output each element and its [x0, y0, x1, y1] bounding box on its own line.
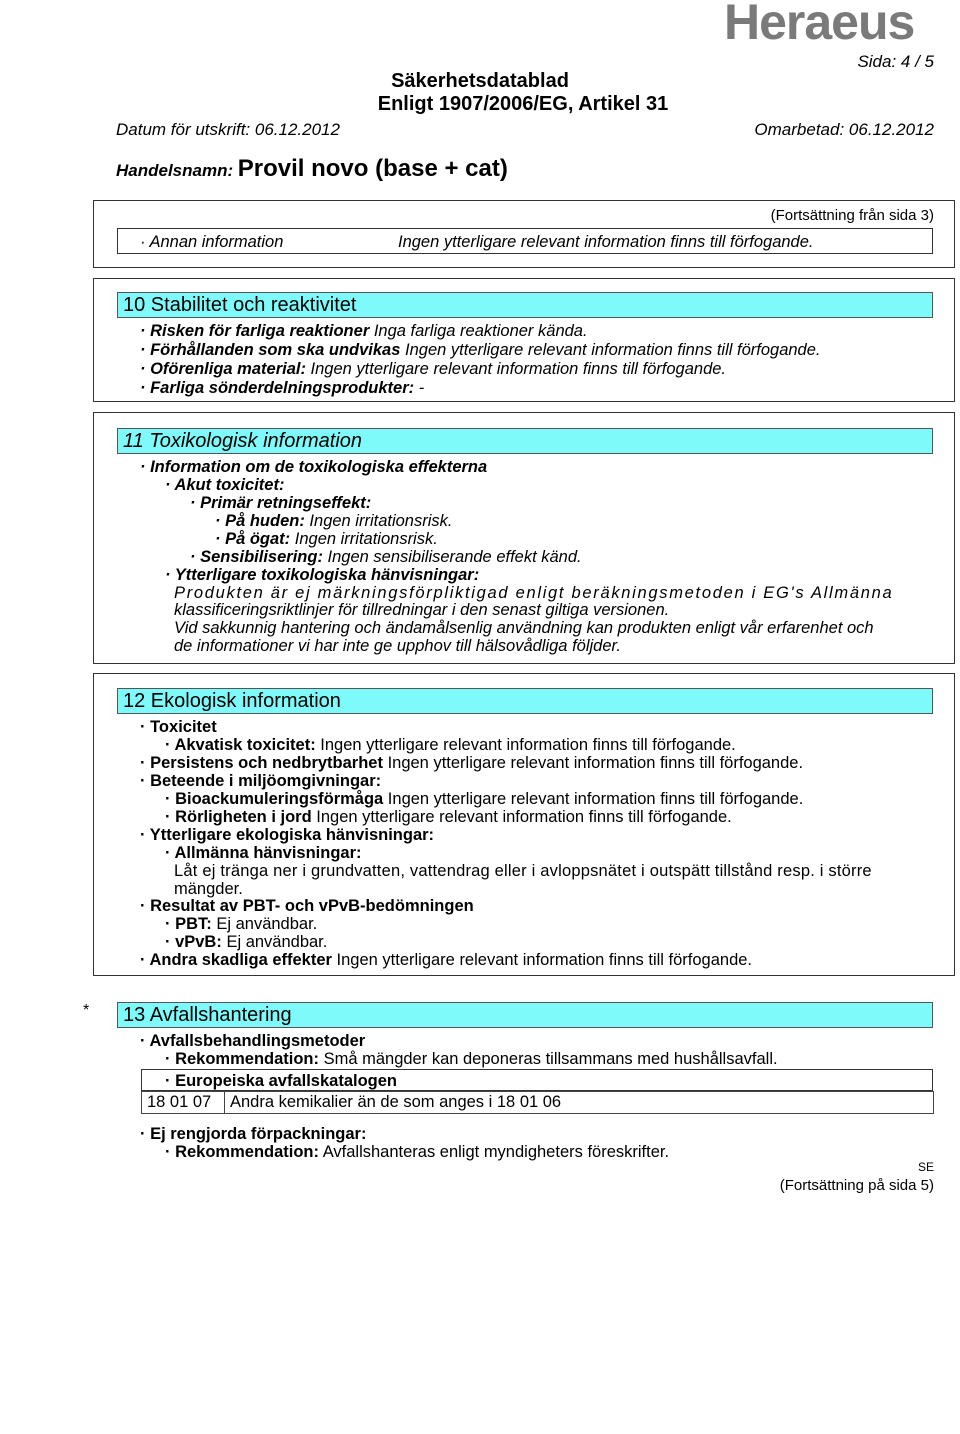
decomposition-products: · Farliga sönderdelningsprodukter: -: [140, 379, 425, 397]
tox-effects-info: · Information om de toxikologiska effekterna: [140, 458, 488, 476]
additional-eco-notes: · Ytterligare ekologiska hänvisningar:: [140, 826, 435, 844]
revision-star: *: [83, 1002, 90, 1019]
additional-tox-notes: · Ytterligare toxikologiska hänvisningar:: [165, 566, 480, 584]
section-12-title: 12 Ekologisk information: [117, 688, 933, 714]
trade-name: Provil novo (base + cat): [237, 155, 508, 182]
hazardous-reactions: · Risken för farliga reaktioner Inga farliga reaktioner kända.: [140, 322, 588, 340]
tox-paragraph-4: de informationer vi har inte ge upphov till hälsovådliga följder.: [174, 637, 621, 655]
conditions-to-avoid: · Förhållanden som ska undvikas Ingen ytterligare relevant information finns till förfogande.: [140, 341, 821, 359]
incompatible-materials: · Oförenliga material: Ingen ytterligare relevant information finns till förfogande.: [140, 360, 727, 378]
environmental-behaviour: · Beteende i miljöomgivningar:: [140, 772, 382, 790]
continued-to: (Fortsättning på sida 5): [779, 1177, 934, 1194]
page-number: Sida: 4 / 5: [857, 52, 934, 71]
persistence: · Persistens och nedbrytbarhet Ingen ytterligare relevant information finns till förfogande.: [140, 754, 804, 772]
skin-effect: · På huden: Ingen irritationsrisk.: [215, 512, 453, 530]
section-11-title: 11 Toxikologisk information: [117, 428, 933, 454]
packaging-recommendation: · Rekommendation: Avfallshanteras enligt myndigheters föreskrifter.: [165, 1143, 670, 1161]
table-row: [142, 1092, 934, 1114]
eco-paragraph-1: Låt ej tränga ner i grundvatten, vattendrag eller i avloppsnätet i outspätt tillstånd resp. i större: [174, 862, 872, 880]
tox-paragraph-2: klassificeringsriktlinjer för tillredningar i den senast giltiga versionen.: [174, 601, 670, 619]
trade-name-row: [116, 155, 508, 183]
vpvb: · vPvB: Ej användbar.: [165, 933, 328, 951]
toxicity: · Toxicitet: [140, 718, 217, 736]
continued-from: (Fortsättning från sida 3): [770, 207, 934, 224]
ewc-description: Andra kemikalier än de som anges i 18 01 06: [225, 1092, 934, 1114]
primary-irritation: · Primär retningseffekt:: [190, 494, 372, 512]
waste-recommendation: · Rekommendation: Små mängder kan deponeras tillsammans med hushållsavfall.: [165, 1050, 778, 1068]
language-code: SE: [917, 1160, 934, 1174]
acute-toxicity: · Akut toxicitet:: [165, 476, 285, 494]
doc-subtitle: Enligt 1907/2006/EG, Artikel 31: [377, 93, 669, 115]
ewc-code: 18 01 07: [142, 1092, 225, 1114]
eco-paragraph-2: mängder.: [174, 880, 243, 898]
eye-effect: · På ögat: Ingen irritationsrisk.: [215, 530, 438, 548]
revised-date: Omarbetad: 06.12.2012: [754, 120, 934, 139]
aquatic-toxicity: · Akvatisk toxicitet: Ingen ytterligare relevant information finns till förfogande.: [165, 736, 736, 754]
ewc-table: [141, 1091, 934, 1114]
tox-paragraph-3: Vid sakkunnig hantering och ändamålsenlig användning kan produkten enligt vår erfarenhet och: [174, 619, 874, 637]
trade-name-label: Handelsnamn:: [116, 161, 234, 180]
waste-treatment-methods: · Avfallsbehandlingsmetoder: [140, 1032, 366, 1050]
heraeus-logo: Heraeus: [724, 0, 915, 50]
other-adverse-effects: · Andra skadliga effekter Ingen ytterligare relevant information finns till förfogande.: [140, 951, 753, 969]
soil-mobility: · Rörligheten i jord Ingen ytterligare relevant information finns till förfogande.: [165, 808, 732, 826]
sensitisation: · Sensibilisering: Ingen sensibiliserande effekt känd.: [190, 548, 582, 566]
section-13-title: 13 Avfallshantering: [117, 1002, 933, 1028]
doc-title: Säkerhetsdatablad: [391, 70, 569, 92]
section-10-title: 10 Stabilitet och reaktivitet: [117, 292, 933, 318]
pbt-vpvb-results: · Resultat av PBT- och vPvB-bedömningen: [140, 897, 474, 915]
general-notes: · Allmänna hänvisningar:: [165, 844, 362, 862]
bioaccumulation: · Bioackumuleringsförmåga Ingen ytterligare relevant information finns till förfogande.: [165, 790, 804, 808]
pbt: · PBT: Ej användbar.: [165, 915, 318, 933]
other-info-value: Ingen ytterligare relevant information finns till förfogande.: [398, 233, 814, 251]
uncleaned-packaging: · Ej rengjorda förpackningar:: [140, 1125, 367, 1143]
tox-paragraph-1: Produkten är ej märkningsförpliktigad enligt beräkningsmetoden i EG's Allmänna: [174, 584, 894, 602]
print-date: Datum för utskrift: 06.12.2012: [116, 120, 340, 139]
other-info-label: · Annan information: [140, 233, 284, 251]
european-waste-catalogue: · Europeiska avfallskatalogen: [165, 1072, 398, 1090]
